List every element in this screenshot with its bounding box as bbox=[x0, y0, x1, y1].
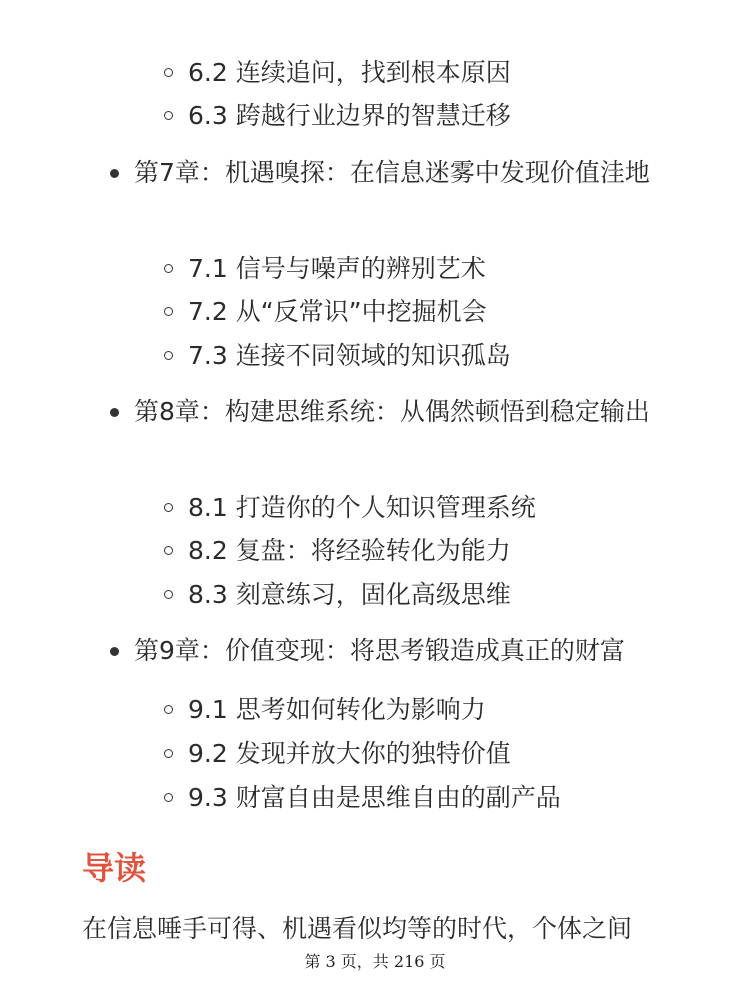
toc-section-6-3[interactable]: 6.3 跨越行业边界的智慧迁移 bbox=[188, 101, 511, 130]
hollow-bullet-icon bbox=[164, 590, 173, 599]
hollow-bullet-icon bbox=[164, 705, 173, 714]
toc-section-7-2[interactable]: 7.2 从“反常识”中挖掘机会 bbox=[188, 297, 487, 326]
filled-bullet-icon bbox=[110, 647, 119, 656]
hollow-bullet-icon bbox=[164, 351, 173, 360]
toc-section-6-2[interactable]: 6.2 连续追问，找到根本原因 bbox=[188, 58, 511, 87]
hollow-bullet-icon bbox=[164, 503, 173, 512]
hollow-bullet-icon bbox=[164, 111, 173, 120]
toc-section-9-1[interactable]: 9.1 思考如何转化为影响力 bbox=[188, 695, 486, 724]
hollow-bullet-icon bbox=[164, 749, 173, 758]
toc-section-7-3[interactable]: 7.3 连接不同领域的知识孤岛 bbox=[188, 341, 511, 370]
filled-bullet-icon bbox=[110, 408, 119, 417]
hollow-bullet-icon bbox=[164, 264, 173, 273]
toc-chapter-7[interactable]: 第7章：机遇嗅探：在信息迷雾中发现价值洼地 bbox=[134, 158, 650, 187]
intro-heading: 导读 bbox=[82, 849, 147, 887]
toc-section-8-2[interactable]: 8.2 复盘：将经验转化为能力 bbox=[188, 536, 511, 565]
toc-section-9-3[interactable]: 9.3 财富自由是思维自由的副产品 bbox=[188, 783, 561, 812]
filled-bullet-icon bbox=[110, 169, 119, 178]
page-number-footer: 第 3 页，共 216 页 bbox=[304, 952, 446, 971]
hollow-bullet-icon bbox=[164, 546, 173, 555]
hollow-bullet-icon bbox=[164, 793, 173, 802]
hollow-bullet-icon bbox=[164, 307, 173, 316]
toc-section-9-2[interactable]: 9.2 发现并放大你的独特价值 bbox=[188, 739, 511, 768]
toc-chapter-9[interactable]: 第9章：价值变现：将思考锻造成真正的财富 bbox=[134, 636, 625, 665]
toc-section-8-3[interactable]: 8.3 刻意练习，固化高级思维 bbox=[188, 580, 511, 609]
toc-chapter-8[interactable]: 第8章：构建思维系统：从偶然顿悟到稳定输出 bbox=[134, 397, 650, 426]
intro-paragraph: 在信息唾手可得、机遇看似均等的时代，个体之间 bbox=[82, 914, 633, 943]
toc-section-7-1[interactable]: 7.1 信号与噪声的辨别艺术 bbox=[188, 254, 486, 283]
toc-section-8-1[interactable]: 8.1 打造你的个人知识管理系统 bbox=[188, 493, 536, 522]
hollow-bullet-icon bbox=[164, 68, 173, 77]
